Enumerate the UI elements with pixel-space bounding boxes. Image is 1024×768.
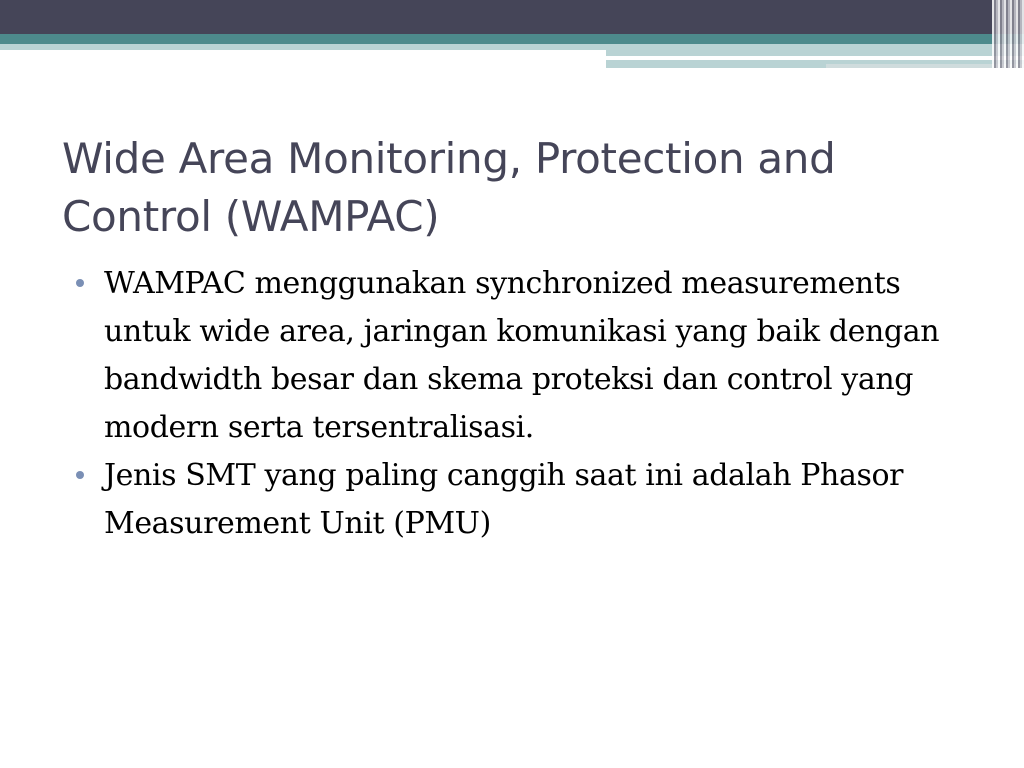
bullet-text: Jenis SMT yang paling canggih saat ini adalah Phasor Measurement Unit (PMU)	[104, 458, 904, 541]
bullet-list	[76, 260, 956, 548]
header-banner-light-left	[0, 44, 610, 50]
bullet-item	[76, 260, 956, 452]
slide-title: Wide Area Monitoring, Protection and Control (WAMPAC)	[62, 134, 836, 241]
header-banner-light-right	[606, 44, 1024, 56]
header-banner-dark	[0, 0, 1024, 34]
bullet-icon	[76, 471, 84, 479]
header-banner-stripes	[992, 0, 1024, 68]
header-banner-teal	[0, 34, 1024, 44]
bullet-text: WAMPAC menggunakan synchronized measurements untuk wide area, jaringan komunikasi yang baik dengan bandwidth besar dan skema proteksi dan control yang modern serta tersentralisasi.	[104, 266, 940, 445]
header-banner-divider	[606, 57, 951, 59]
bullet-icon	[76, 279, 84, 287]
bullet-item	[76, 452, 956, 548]
